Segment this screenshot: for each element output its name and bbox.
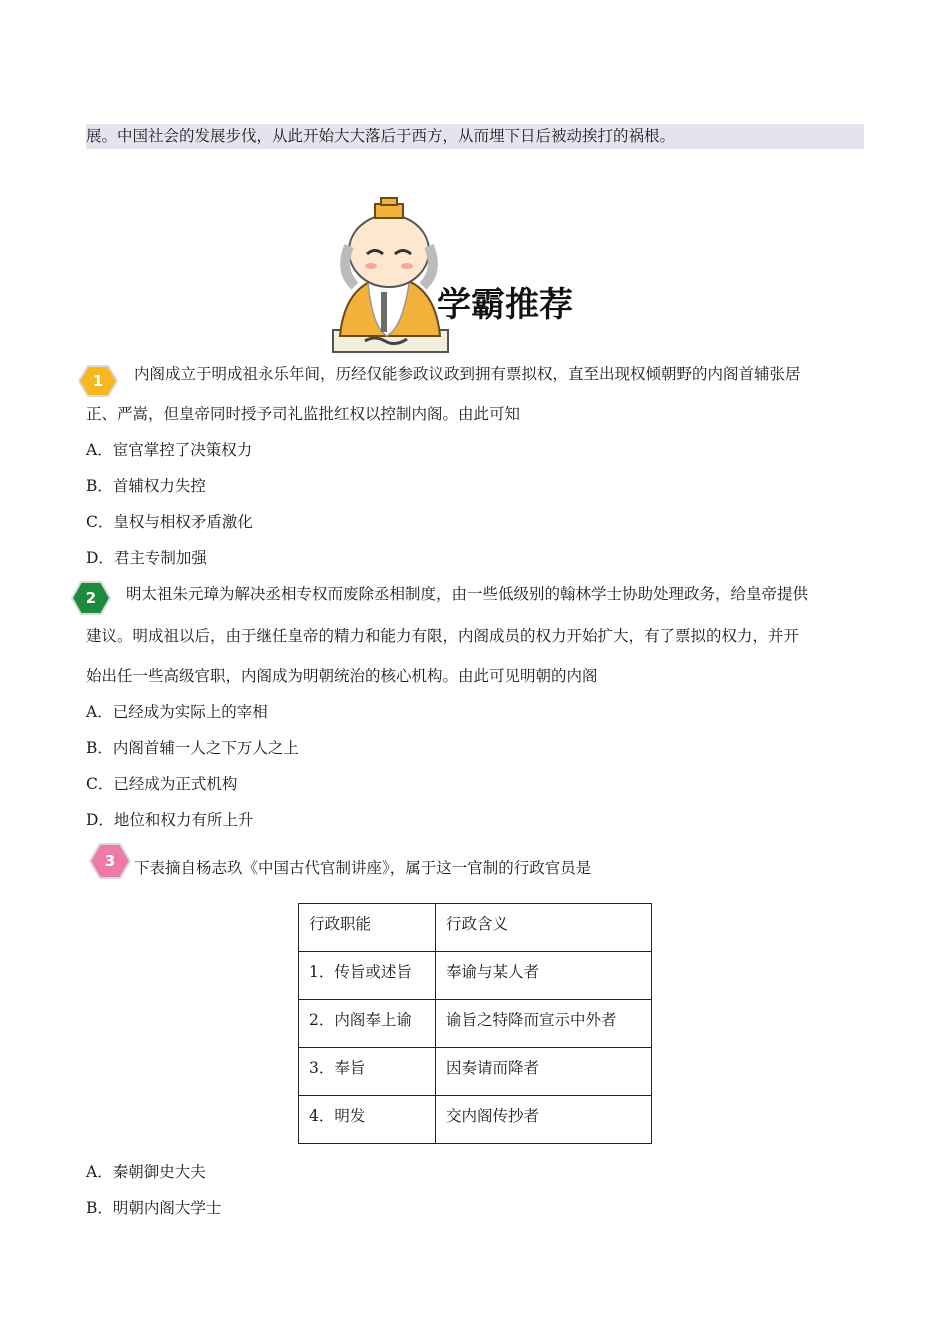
table-cell: 因奏请而降者 <box>436 1048 652 1096</box>
table-row <box>299 952 652 1000</box>
question-1-option-a: A．宦官掌控了决策权力 <box>86 441 253 459</box>
table-cell: 交内阁传抄者 <box>436 1096 652 1144</box>
question-1-option-c: C．皇权与相权矛盾激化 <box>86 513 253 531</box>
intro-text: 展。中国社会的发展步伐，从此开始大大落后于西方，从而埋下日后被动挨打的祸根。 <box>86 127 676 145</box>
table-header-cell: 行政含义 <box>436 904 652 952</box>
question-2-line-2: 建议。明成祖以后，由于继任皇帝的精力和能力有限，内阁成员的权力开始扩大，有了票拟的权力，并开 <box>86 627 800 645</box>
table-cell: 奉谕与某人者 <box>436 952 652 1000</box>
question-1-option-b: B．首辅权力失控 <box>86 477 206 495</box>
scholar-mascot-banner <box>325 196 585 356</box>
question-3-option-a: A．秦朝御史大夫 <box>86 1163 206 1181</box>
banner-title: 学霸推荐 <box>437 285 573 325</box>
table-cell: 谕旨之特降而宣示中外者 <box>436 1000 652 1048</box>
official-duties-table <box>298 903 652 1144</box>
question-1-line-2: 正、严嵩，但皇帝同时授予司礼监批红权以控制内阁。由此可知 <box>86 405 521 423</box>
question-2-option-b: B．内阁首辅一人之下万人之上 <box>86 739 299 757</box>
question-2-badge <box>70 580 112 616</box>
question-3-number: 3 <box>104 852 116 870</box>
question-1-number: 1 <box>92 372 104 390</box>
table-row <box>299 1048 652 1096</box>
question-2-option-d: D．地位和权力有所上升 <box>86 811 254 829</box>
question-1-badge <box>78 364 118 398</box>
table-header-row <box>299 904 652 952</box>
question-3-option-b: B．明朝内阁大学士 <box>86 1199 222 1217</box>
table-cell: 1．传旨或述旨 <box>299 952 436 1000</box>
table-cell: 3．奉旨 <box>299 1048 436 1096</box>
table-cell: 4．明发 <box>299 1096 436 1144</box>
question-2-option-a: A．已经成为实际上的宰相 <box>86 703 268 721</box>
question-1-line-1: 内阁成立于明成祖永乐年间，历经仅能参政议政到拥有票拟权，直至出现权倾朝野的内阁首辅张居 <box>134 365 801 383</box>
table-header-cell: 行政职能 <box>299 904 436 952</box>
table-row <box>299 1096 652 1144</box>
question-2-line-1: 明太祖朱元璋为解决丞相专权而废除丞相制度，由一些低级别的翰林学士协助处理政务，给皇帝提供 <box>126 585 809 603</box>
table-cell: 2．内阁奉上谕 <box>299 1000 436 1048</box>
question-3-line-1: 下表摘自杨志玖《中国古代官制讲座》，属于这一官制的行政官员是 <box>134 859 592 877</box>
question-3-badge <box>88 842 132 880</box>
question-1-option-d: D．君主专制加强 <box>86 549 207 567</box>
intro-highlight <box>86 124 864 149</box>
table-row <box>299 1000 652 1048</box>
question-2-line-3: 始出任一些高级官职，内阁成为明朝统治的核心机构。由此可见明朝的内阁 <box>86 667 598 685</box>
question-2-option-c: C．已经成为正式机构 <box>86 775 238 793</box>
question-2-number: 2 <box>85 589 97 607</box>
scholar-mascot-icon <box>333 198 448 352</box>
